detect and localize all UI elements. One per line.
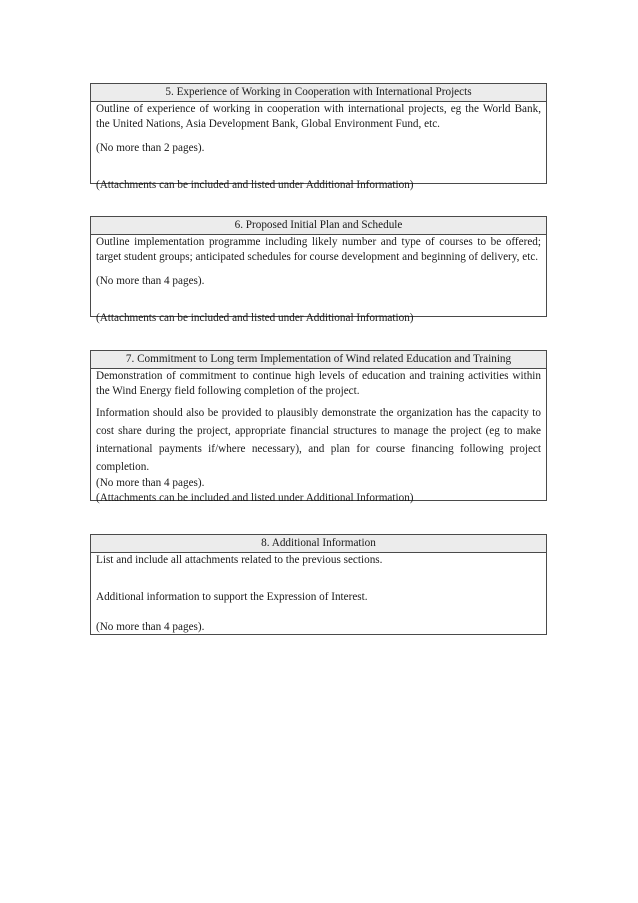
section-6-attachments-note: (Attachments can be included and listed under Additional Information) — [96, 311, 414, 324]
section-5-outline: Outline of experience of working in cooperation with international projects, eg the World Bank, the United Nations, Asia Development Bank, Global Environment Fund, etc. — [96, 103, 541, 130]
section-7-page-limit: (No more than 4 pages). — [96, 477, 205, 489]
section-8-body — [91, 553, 546, 635]
section-6-outline: Outline implementation programme including likely number and type of courses to be offered; target student groups; anticipated schedules for course development and beginning of delivery, etc. — [96, 236, 541, 263]
section-5-attachments-note: (Attachments can be included and listed under Additional Information) — [96, 178, 414, 191]
section-8-heading: 8. Additional Information — [91, 535, 546, 553]
section-5-heading: 5. Experience of Working in Cooperation with International Projects — [91, 84, 546, 102]
section-7-capacity-info: Information should also be provided to plausibly demonstrate the organization has the capacity to cost share during the project, appropriate financial structures to manage the project (eg to make international payments if/where necessary), and plan for course financing following project completion. — [96, 407, 541, 473]
section-8-box — [90, 534, 547, 635]
section-7-body — [91, 369, 546, 505]
section-8-page-limit: (No more than 4 pages). — [96, 621, 205, 633]
section-5-box — [90, 83, 547, 191]
section-6-box — [90, 216, 547, 324]
section-7-box — [90, 350, 547, 504]
section-5-page-limit: (No more than 2 pages). — [96, 142, 205, 154]
section-6-heading: 6. Proposed Initial Plan and Schedule — [91, 217, 546, 235]
section-5-body — [91, 102, 546, 192]
section-6-body — [91, 235, 546, 325]
section-8-additional-info: Additional information to support the Expression of Interest. — [96, 590, 368, 603]
section-6-page-limit: (No more than 4 pages). — [96, 275, 205, 287]
section-7-outline: Demonstration of commitment to continue high levels of education and training activities within the Wind Energy field following completion of the project. — [96, 370, 541, 397]
section-8-attachments-list: List and include all attachments related to the previous sections. — [96, 554, 383, 566]
section-7-attachments-note: (Attachments can be included and listed under Additional Information) — [96, 491, 414, 504]
section-7-heading: 7. Commitment to Long term Implementation of Wind related Education and Training — [91, 351, 546, 369]
